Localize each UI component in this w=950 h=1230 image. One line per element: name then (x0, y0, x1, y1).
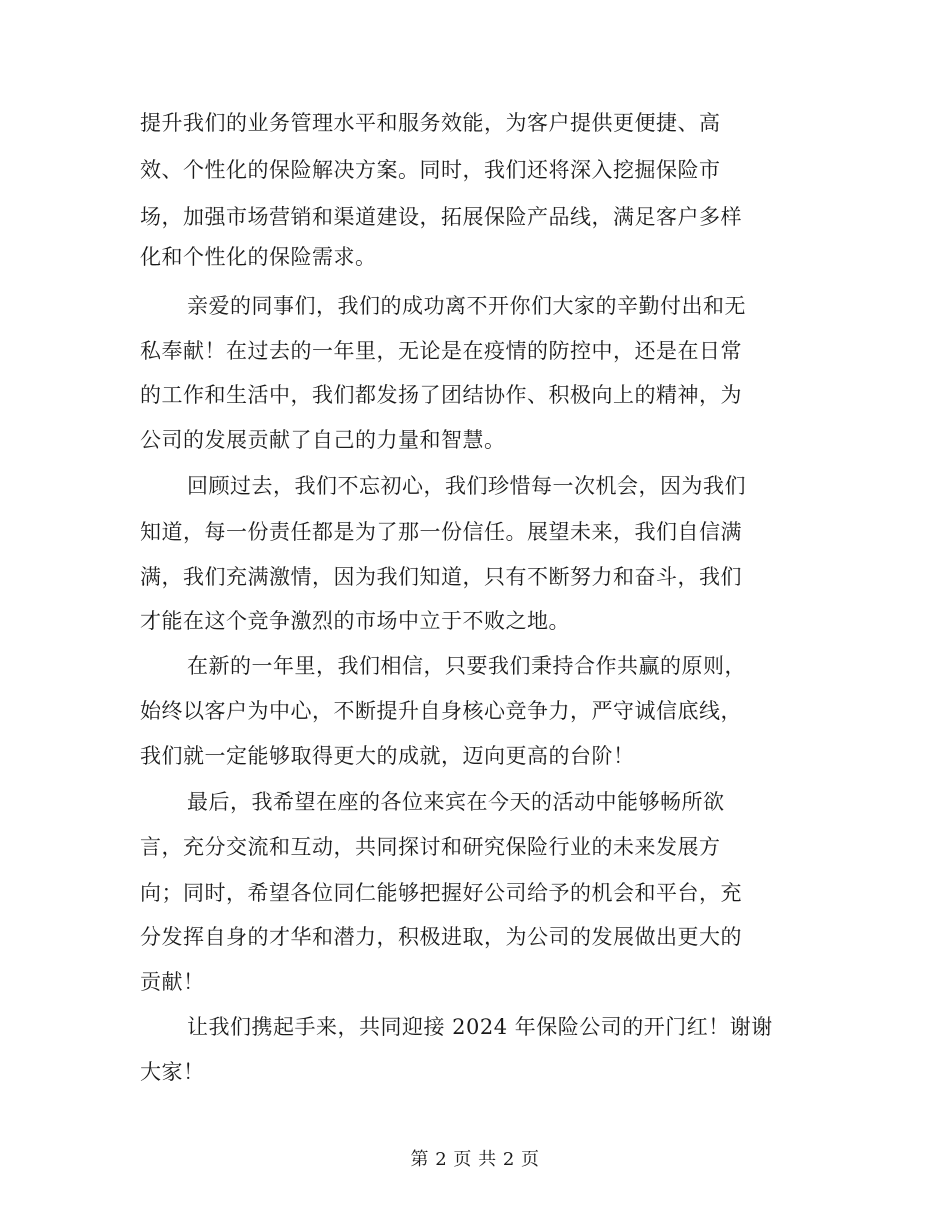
body-line: 公司的发展贡献了自己的力量和智慧。 (140, 428, 506, 452)
body-line: 始终以客户为中心，不断提升自身核心竞争力，严守诚信底线， (140, 699, 742, 723)
body-line: 满，我们充满激情，因为我们知道，只有不断努力和奋斗，我们 (140, 565, 742, 589)
body-line: 提升我们的业务管理水平和服务效能，为客户提供更便捷、高 (140, 111, 721, 135)
body-line: 言，充分交流和互动，共同探讨和研究保险行业的未来发展方 (140, 835, 721, 859)
page-number-footer: 第 2 页 共 2 页 (410, 1149, 540, 1170)
body-line: 向；同时，希望各位同仁能够把握好公司给予的机会和平台，充 (140, 881, 742, 905)
body-line: 我们就一定能够取得更大的成就，迈向更高的台阶！ (140, 744, 635, 768)
body-line: 大家！ (140, 1060, 205, 1084)
paragraph-first-line: 在新的一年里，我们相信，只要我们秉持合作共赢的原则， (187, 654, 746, 678)
body-line: 的工作和生活中，我们都发扬了团结协作、积极向上的精神，为 (140, 383, 742, 407)
paragraph-first-line: 最后，我希望在座的各位来宾在今天的活动中能够畅所欲 (187, 790, 725, 814)
paragraph-first-line: 亲爱的同事们，我们的成功离不开你们大家的辛勤付出和无 (187, 294, 746, 318)
body-line: 知道，每一份责任都是为了那一份信任。展望未来，我们自信满 (140, 520, 742, 544)
paragraph-first-line: 回顾过去，我们不忘初心，我们珍惜每一次机会，因为我们 (187, 474, 746, 498)
body-line: 贡献！ (140, 970, 205, 994)
paragraph-first-line: 让我们携起手来，共同迎接 2024 年保险公司的开门红！谢谢 (187, 1015, 773, 1039)
body-line: 私奉献！在过去的一年里，无论是在疫情的防控中，还是在日常 (140, 339, 742, 363)
body-line: 化和个性化的保险需求。 (140, 245, 377, 269)
body-line: 分发挥自身的才华和潜力，积极进取，为公司的发展做出更大的 (140, 925, 742, 949)
body-line: 效、个性化的保险解决方案。同时，我们还将深入挖掘保险市 (140, 158, 721, 182)
body-line: 才能在这个竞争激烈的市场中立于不败之地。 (140, 609, 570, 633)
body-line: 场，加强市场营销和渠道建设，拓展保险产品线，满足客户多样 (140, 205, 742, 229)
